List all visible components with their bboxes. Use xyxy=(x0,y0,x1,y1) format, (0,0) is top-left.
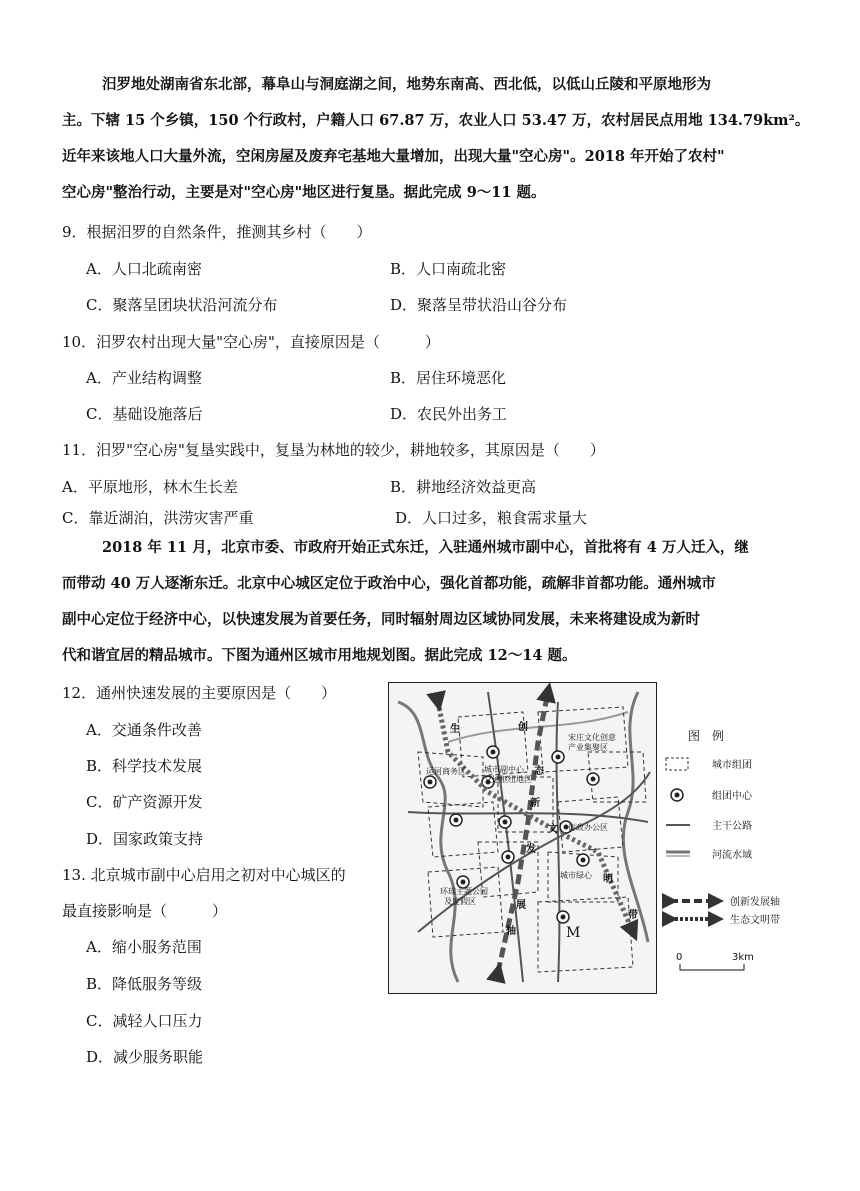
question-10-option-c[interactable]: C．基础设施落后 xyxy=(86,405,203,423)
question-12-stem: 12．通州快速发展的主要原因是（ ） xyxy=(62,684,337,702)
question-9-stem: 9．根据汨罗的自然条件，推测其乡村（ ） xyxy=(62,223,372,241)
question-11-stem: 11．汨罗"空心房"复垦实践中，复垦为林地的较少，耕地较多，其原因是（ ） xyxy=(62,441,605,459)
passage-2-line: 2018 年 11 月，北京市委、市政府开始正式东迁，入驻通州城市副中心，首批将有 4 万人迁入，继 xyxy=(102,539,749,556)
belt-char: 带 xyxy=(628,910,638,921)
passage-2-line: 而带动 40 万人逐渐东迁。北京中心城区定位于政治中心，强化首都功能，疏解非首都功能。通州城市 xyxy=(62,575,716,592)
belt-char: 生 xyxy=(450,724,460,735)
question-11-option-a[interactable]: A．平原地形，林木生长差 xyxy=(62,478,238,496)
axis-char: 展 xyxy=(516,900,526,911)
label-fuzhongxin: 城市副中心 xyxy=(484,765,524,774)
label-resort: 及度假区 xyxy=(444,897,476,906)
question-10-option-d[interactable]: D．农民外出务工 xyxy=(390,405,508,423)
cluster-center-icon xyxy=(557,911,569,923)
question-10-stem: 10．汨罗农村出现大量"空心房"，直接原因是（ ） xyxy=(62,333,440,351)
passage-2-line: 代和谐宜居的精品城市。下图为通州区城市用地规划图。据此完成 12～14 题。 xyxy=(62,647,577,664)
question-12-option-d[interactable]: D．国家政策支持 xyxy=(86,830,204,848)
belt-char: 文 xyxy=(548,824,558,835)
legend-center-label: 组团中心 xyxy=(712,791,752,802)
question-13-option-a[interactable]: A．缩小服务范围 xyxy=(86,938,202,956)
tongzhou-land-use-map xyxy=(388,682,804,994)
cluster-center-icon xyxy=(502,851,514,863)
cluster-center-icon xyxy=(450,814,462,826)
label-hub: 交通枢纽地区 xyxy=(484,775,532,784)
axis-char: 发 xyxy=(526,844,536,855)
cluster-center-icon xyxy=(552,751,564,763)
legend-cluster-swatch xyxy=(666,758,688,770)
scale-bar xyxy=(680,964,744,970)
legend-title: 图 例 xyxy=(688,729,725,743)
legend-cluster-label: 城市组团 xyxy=(712,760,752,771)
passage-1-line: 空心房"整治行动，主要是对"空心房"地区进行复垦。据此完成 9～11 题。 xyxy=(62,184,546,201)
passage-1-line: 近年来该地人口大量外流，空闲房屋及废弃宅基地大量增加，出现大量"空心房"。2018 年开始了农村" xyxy=(62,148,725,165)
label-admin: 行政办公区 xyxy=(568,823,608,832)
question-9-option-b[interactable]: B．人口南疏北密 xyxy=(390,260,507,278)
question-12-option-c[interactable]: C．矿产资源开发 xyxy=(86,793,203,811)
question-11-option-c[interactable]: C．靠近湖泊，洪涝灾害严重 xyxy=(62,509,254,527)
cluster-center-icon xyxy=(487,746,499,758)
legend-belt-label: 生态文明带 xyxy=(730,915,780,926)
passage-2-line: 副中心定位于经济中心，以快速发展为首要任务，同时辐射周边区域协同发展，未来将建设成为新时 xyxy=(62,611,700,628)
label-songzhuang-2: 产业集聚区 xyxy=(568,743,608,752)
belt-char: 态 xyxy=(534,766,544,777)
passage-1-line: 主。下辖 15 个乡镇，150 个行政村，户籍人口 67.87 万，农业人口 53.47 万，农村居民点用地 134.79km²。 xyxy=(62,112,810,129)
label-songzhuang: 宋庄文化创意 xyxy=(568,733,616,742)
legend-center-icon xyxy=(671,789,683,801)
passage-1-line: 汨罗地处湖南省东北部，幕阜山与洞庭湖之间，地势东南高、西北低，以低山丘陵和平原地形为 xyxy=(102,76,711,93)
question-10-option-b[interactable]: B．居住环境恶化 xyxy=(390,369,507,387)
question-9-option-a[interactable]: A．人口北疏南密 xyxy=(86,260,202,278)
axis-char: 新 xyxy=(530,798,540,809)
question-11-option-d[interactable]: D．人口过多，粮食需求量大 xyxy=(395,509,588,527)
label-green: 城市绿心 xyxy=(560,871,592,880)
label-m: M xyxy=(566,925,581,941)
map-legend xyxy=(666,728,780,970)
question-9-option-d[interactable]: D．聚落呈带状沿山谷分布 xyxy=(390,296,568,314)
legend-road-label: 主干公路 xyxy=(712,821,752,832)
cluster-center-icon xyxy=(587,773,599,785)
question-13-stem-line-1: 13. 北京城市副中心启用之初对中心城区的 xyxy=(62,866,346,884)
question-13-stem-line-2: 最直接影响是（ ） xyxy=(62,902,228,920)
question-12-option-b[interactable]: B．科学技术发展 xyxy=(86,757,203,775)
question-12-option-a[interactable]: A．交通条件改善 xyxy=(86,721,202,739)
cluster-center-icon xyxy=(499,816,511,828)
question-13-option-c[interactable]: C．减轻人口压力 xyxy=(86,1012,203,1030)
label-park: 环球主题公园 xyxy=(440,887,488,896)
axis-char: 创 xyxy=(518,722,528,733)
question-10-option-a[interactable]: A．产业结构调整 xyxy=(86,369,202,387)
passage-1 xyxy=(62,67,810,211)
legend-river-label: 河流水域 xyxy=(712,850,752,861)
scale-zero: 0 xyxy=(676,952,683,963)
question-13-option-d[interactable]: D．减少服务职能 xyxy=(86,1048,204,1066)
question-13-option-b[interactable]: B．降低服务等级 xyxy=(86,975,203,993)
legend-axis-label: 创新发展轴 xyxy=(730,897,780,908)
question-11-option-b[interactable]: B．耕地经济效益更高 xyxy=(390,478,537,496)
axis-char: 轴 xyxy=(506,926,516,937)
question-9-option-c[interactable]: C．聚落呈团块状沿河流分布 xyxy=(86,296,278,314)
cluster-center-icon xyxy=(577,854,589,866)
label-yunhe: 运河商务区 xyxy=(426,767,466,776)
belt-char: 明 xyxy=(603,874,613,885)
cluster-center-icon xyxy=(424,776,436,788)
scale-length: 3km xyxy=(732,952,754,963)
passage-2 xyxy=(62,530,802,674)
